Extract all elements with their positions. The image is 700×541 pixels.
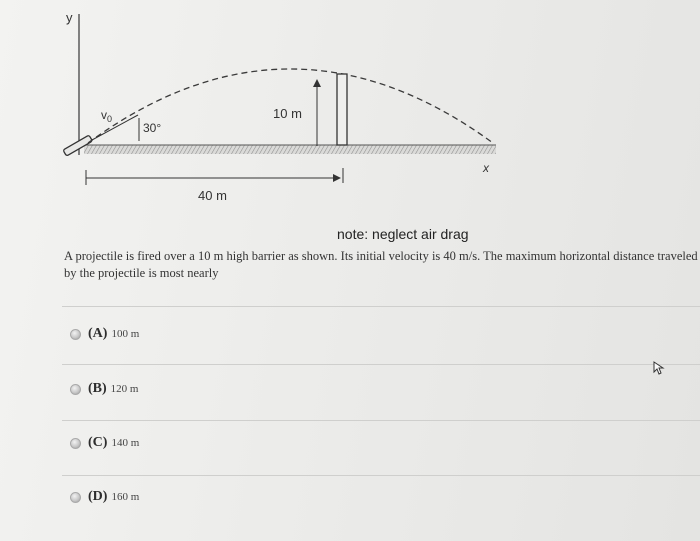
option-letter: (A) bbox=[88, 326, 108, 341]
option-c[interactable] bbox=[70, 434, 139, 452]
option-a[interactable] bbox=[70, 325, 139, 343]
distance-label: 40 m bbox=[198, 188, 227, 203]
divider bbox=[62, 475, 700, 476]
divider bbox=[62, 306, 700, 307]
question-text: A projectile is fired over a 10 m high barrier as shown. Its initial velocity is 40 m/s. The maximum horizontal distance traveled by the projectile is most nearly bbox=[64, 249, 698, 280]
mouse-cursor-icon bbox=[652, 360, 666, 376]
divider bbox=[62, 364, 700, 365]
radio-button[interactable] bbox=[70, 438, 81, 449]
divider bbox=[62, 420, 700, 421]
option-letter: (D) bbox=[88, 489, 108, 504]
radio-button[interactable] bbox=[70, 492, 81, 503]
option-value: 100 m bbox=[111, 328, 140, 340]
radio-button[interactable] bbox=[70, 384, 81, 395]
option-value: 140 m bbox=[111, 437, 140, 449]
option-letter: (B) bbox=[88, 381, 107, 396]
velocity-label: $v_0$ bbox=[101, 108, 113, 124]
option-letter: (C) bbox=[88, 435, 108, 450]
option-d[interactable] bbox=[70, 488, 139, 506]
y-axis-label: y bbox=[66, 10, 73, 25]
x-axis-label: x bbox=[483, 161, 489, 175]
radio-button[interactable] bbox=[70, 329, 81, 340]
option-value: 120 m bbox=[110, 383, 139, 395]
ground-hatch bbox=[84, 145, 496, 154]
angle-label: 30° bbox=[143, 121, 162, 135]
barrier bbox=[337, 74, 347, 145]
projectile-diagram bbox=[0, 0, 700, 220]
option-value: 160 m bbox=[111, 491, 140, 503]
launch-direction-line bbox=[92, 115, 138, 140]
note-text: note: neglect air drag bbox=[337, 226, 469, 242]
barrier-height-label: 10 m bbox=[273, 106, 302, 121]
option-b[interactable] bbox=[70, 380, 138, 398]
